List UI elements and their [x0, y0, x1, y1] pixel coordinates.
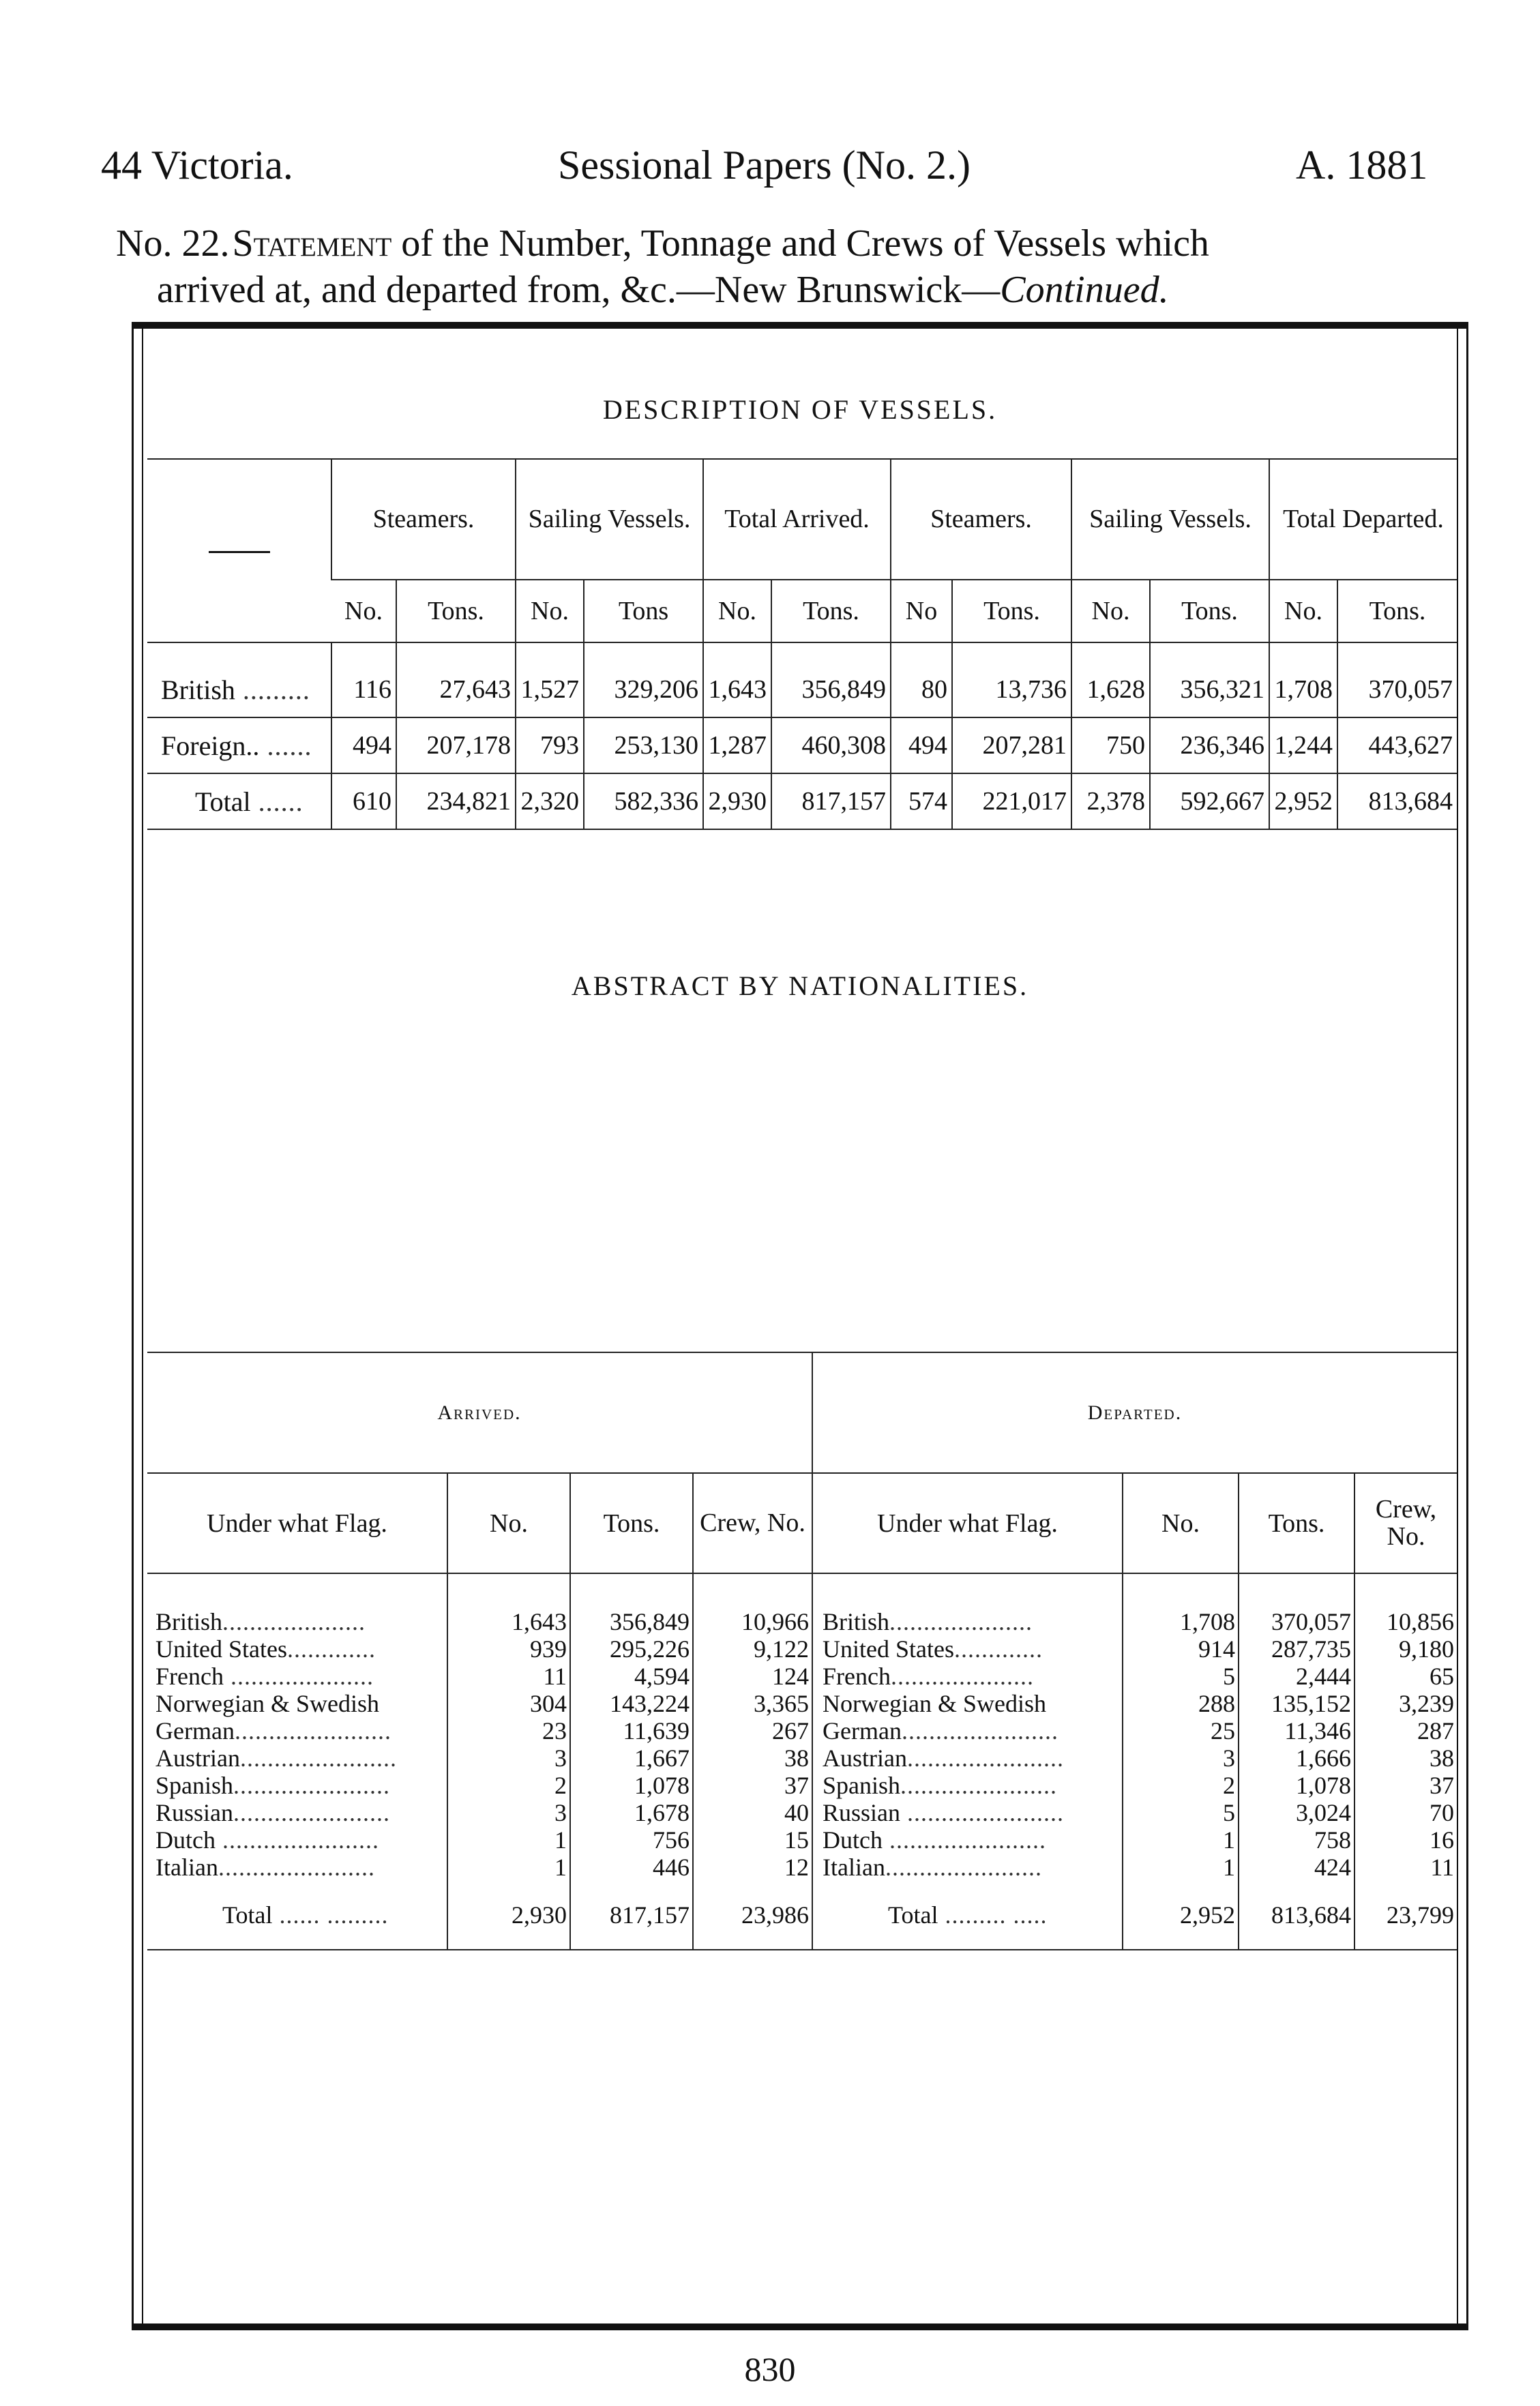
- arrived-crew: 3,365: [693, 1690, 812, 1717]
- arrived-flag: Russian.......................: [156, 1799, 391, 1826]
- departed-flag: Italian.......................: [812, 1854, 1123, 1881]
- row-label: British .........: [147, 642, 331, 717]
- description-subheader-row: [147, 580, 1457, 642]
- table-row: [147, 1826, 1457, 1854]
- cell: 793: [516, 717, 584, 773]
- cell: 116: [331, 642, 396, 717]
- title-line1-rest: of the Number, Tonnage and Crews of Vessels which: [391, 222, 1209, 265]
- group-header: Sailing Vessels.: [516, 459, 703, 580]
- arrived-total-crew: 23,986: [693, 1881, 812, 1950]
- row-label: Total ......: [147, 773, 331, 829]
- departed-crew: 37: [1354, 1772, 1457, 1799]
- arrived-flag: United States.............: [156, 1635, 376, 1663]
- total-row: [147, 1881, 1457, 1950]
- subheader: No.: [331, 580, 396, 642]
- departed-crew: 287: [1354, 1717, 1457, 1744]
- arrived-no: 304: [447, 1690, 570, 1717]
- description-row-label-header: [147, 459, 331, 642]
- arrived-flag: Dutch .......................: [156, 1826, 379, 1854]
- arrived-tons: 295,226: [570, 1635, 693, 1663]
- header-left: 44 Victoria.: [101, 143, 293, 188]
- departed-flag: Dutch .......................: [812, 1826, 1123, 1854]
- table-row: [147, 1663, 1457, 1690]
- title-line-2: [157, 268, 1169, 312]
- cell: 494: [331, 717, 396, 773]
- departed-tons: 3,024: [1239, 1799, 1354, 1826]
- subheader: No.: [1269, 580, 1337, 642]
- departed-no: 1: [1123, 1826, 1239, 1854]
- arrived-flag: Norwegian & Swedish: [156, 1690, 379, 1717]
- cell: 610: [331, 773, 396, 829]
- column-header: Under what Flag.: [147, 1473, 447, 1573]
- group-header: Steamers.: [331, 459, 516, 580]
- cell: 253,130: [584, 717, 703, 773]
- departed-no: 25: [1123, 1717, 1239, 1744]
- abstract-column-header-row: [147, 1473, 1457, 1573]
- column-header: No.: [447, 1473, 570, 1573]
- title-statement: Statement: [232, 222, 392, 265]
- arrived-tons: 4,594: [570, 1663, 693, 1690]
- departed-no: 1,708: [1123, 1573, 1239, 1635]
- header-right: A. 1881: [1296, 143, 1428, 188]
- departed-tons: 287,735: [1239, 1635, 1354, 1663]
- departed-no: 288: [1123, 1690, 1239, 1717]
- arrived-label: Arrived.: [147, 1352, 812, 1473]
- table-row: [147, 717, 1457, 773]
- cell: 1,527: [516, 642, 584, 717]
- departed-tons: 424: [1239, 1854, 1354, 1881]
- table-row: [147, 1717, 1457, 1744]
- departed-crew: 16: [1354, 1826, 1457, 1854]
- subheader: No.: [516, 580, 584, 642]
- departed-no: 3: [1123, 1744, 1239, 1772]
- group-header: Sailing Vessels.: [1071, 459, 1269, 580]
- departed-flag: Spanish.......................: [812, 1772, 1123, 1799]
- arrived-flag: Spanish.......................: [156, 1772, 391, 1799]
- cell: 1,244: [1269, 717, 1337, 773]
- description-group-header-row: [147, 459, 1457, 580]
- description-heading: DESCRIPTION OF VESSELS.: [602, 394, 998, 425]
- cell: 13,736: [952, 642, 1071, 717]
- title-line-1: [116, 222, 1209, 265]
- cell: 2,378: [1071, 773, 1150, 829]
- column-header: Crew, No.: [693, 1473, 812, 1573]
- column-header: Crew, No.: [1354, 1473, 1457, 1573]
- cell: 817,157: [771, 773, 891, 829]
- arrived-crew: 38: [693, 1744, 812, 1772]
- departed-flag: British.....................: [812, 1573, 1123, 1635]
- cell: 750: [1071, 717, 1150, 773]
- cell: 494: [891, 717, 952, 773]
- cell: 574: [891, 773, 952, 829]
- arrived-flag: Italian.......................: [156, 1854, 375, 1881]
- cell: 1,643: [703, 642, 771, 717]
- page-number: 830: [744, 2350, 796, 2388]
- title-line2-main: arrived at, and departed from, &c.—New Brunswick—: [157, 269, 1001, 311]
- frame-inner-right-rule: [1457, 329, 1458, 2323]
- arrived-tons: 1,078: [570, 1772, 693, 1799]
- departed-total-label: Total ......... .....: [812, 1881, 1123, 1950]
- departed-flag: Austrian.......................: [812, 1744, 1123, 1772]
- departed-crew: 70: [1354, 1799, 1457, 1826]
- cell: 592,667: [1150, 773, 1269, 829]
- row-label: Foreign.. ......: [147, 717, 331, 773]
- abstract-table: [147, 1352, 1457, 1950]
- cell: 356,849: [771, 642, 891, 717]
- table-row: [147, 1744, 1457, 1772]
- departed-tons: 1,078: [1239, 1772, 1354, 1799]
- cell: 234,821: [396, 773, 516, 829]
- arrived-no: 3: [447, 1744, 570, 1772]
- table-row: [147, 1772, 1457, 1799]
- arrived-crew: 15: [693, 1826, 812, 1854]
- arrived-no: 1,643: [447, 1573, 570, 1635]
- subheader: Tons.: [952, 580, 1071, 642]
- cell: 356,321: [1150, 642, 1269, 717]
- arrived-crew: 10,966: [693, 1573, 812, 1635]
- header-center: Sessional Papers (No. 2.): [558, 143, 971, 188]
- subheader: Tons.: [396, 580, 516, 642]
- cell: 236,346: [1150, 717, 1269, 773]
- title-line2-italic: Continued.: [1000, 269, 1169, 311]
- departed-flag: German.......................: [812, 1717, 1123, 1744]
- departed-tons: 135,152: [1239, 1690, 1354, 1717]
- arrived-flag: German.......................: [156, 1717, 391, 1744]
- subheader: Tons.: [771, 580, 891, 642]
- arrived-no: 23: [447, 1717, 570, 1744]
- description-table: [147, 458, 1457, 830]
- column-header: Tons.: [1239, 1473, 1354, 1573]
- cell: 1,287: [703, 717, 771, 773]
- arrived-crew: 124: [693, 1663, 812, 1690]
- table-row: [147, 773, 1457, 829]
- table-frame: [132, 322, 1468, 2330]
- table-row: [147, 1690, 1457, 1717]
- abstract-side-header-row: [147, 1352, 1457, 1473]
- departed-total-tons: 813,684: [1239, 1881, 1354, 1950]
- departed-tons: 2,444: [1239, 1663, 1354, 1690]
- arrived-tons: 1,678: [570, 1799, 693, 1826]
- table-row: [147, 1635, 1457, 1663]
- cell: 221,017: [952, 773, 1071, 829]
- departed-crew: 9,180: [1354, 1635, 1457, 1663]
- cell: 460,308: [771, 717, 891, 773]
- departed-crew: 65: [1354, 1663, 1457, 1690]
- table-row: [147, 1799, 1457, 1826]
- departed-tons: 11,346: [1239, 1717, 1354, 1744]
- table-row: [147, 642, 1457, 717]
- departed-crew: 3,239: [1354, 1690, 1457, 1717]
- arrived-tons: 446: [570, 1854, 693, 1881]
- arrived-no: 3: [447, 1799, 570, 1826]
- cell: 2,930: [703, 773, 771, 829]
- cell: 1,708: [1269, 642, 1337, 717]
- arrived-crew: 40: [693, 1799, 812, 1826]
- cell: 2,952: [1269, 773, 1337, 829]
- arrived-crew: 12: [693, 1854, 812, 1881]
- arrived-no: 2: [447, 1772, 570, 1799]
- group-header: Steamers.: [891, 459, 1071, 580]
- cell: 207,281: [952, 717, 1071, 773]
- arrived-no: 1: [447, 1826, 570, 1854]
- departed-tons: 758: [1239, 1826, 1354, 1854]
- dash-mark: [209, 551, 270, 553]
- subheader: Tons.: [1337, 580, 1457, 642]
- departed-tons: 1,666: [1239, 1744, 1354, 1772]
- departed-no: 2: [1123, 1772, 1239, 1799]
- subheader: Tons: [584, 580, 703, 642]
- cell: 370,057: [1337, 642, 1457, 717]
- arrived-tons: 756: [570, 1826, 693, 1854]
- column-header: Under what Flag.: [812, 1473, 1123, 1573]
- arrived-total-tons: 817,157: [570, 1881, 693, 1950]
- subheader: Tons.: [1150, 580, 1269, 642]
- departed-crew: 38: [1354, 1744, 1457, 1772]
- departed-flag: Norwegian & Swedish: [812, 1690, 1123, 1717]
- abstract-heading: ABSTRACT BY NATIONALITIES.: [571, 970, 1029, 1001]
- departed-tons: 370,057: [1239, 1573, 1354, 1635]
- arrived-no: 939: [447, 1635, 570, 1663]
- column-header: Tons.: [570, 1473, 693, 1573]
- arrived-no: 11: [447, 1663, 570, 1690]
- arrived-flag: British.....................: [156, 1608, 366, 1635]
- group-header: Total Arrived.: [703, 459, 891, 580]
- column-header: No.: [1123, 1473, 1239, 1573]
- table-row: [147, 1854, 1457, 1881]
- arrived-total-label: Total ...... .........: [147, 1881, 447, 1950]
- cell: 813,684: [1337, 773, 1457, 829]
- departed-no: 914: [1123, 1635, 1239, 1663]
- departed-crew: 11: [1354, 1854, 1457, 1881]
- cell: 27,643: [396, 642, 516, 717]
- arrived-tons: 1,667: [570, 1744, 693, 1772]
- arrived-crew: 9,122: [693, 1635, 812, 1663]
- departed-flag: Russian .......................: [812, 1799, 1123, 1826]
- cell: 80: [891, 642, 952, 717]
- arrived-crew: 37: [693, 1772, 812, 1799]
- departed-flag: United States.............: [812, 1635, 1123, 1663]
- cell: 1,628: [1071, 642, 1150, 717]
- arrived-total-no: 2,930: [447, 1881, 570, 1950]
- table-row: [147, 1573, 1457, 1635]
- departed-total-crew: 23,799: [1354, 1881, 1457, 1950]
- departed-label: Departed.: [812, 1352, 1457, 1473]
- departed-crew: 10,856: [1354, 1573, 1457, 1635]
- arrived-flag: Austrian.......................: [156, 1744, 397, 1772]
- subheader: No: [891, 580, 952, 642]
- cell: 207,178: [396, 717, 516, 773]
- departed-no: 1: [1123, 1854, 1239, 1881]
- departed-flag: French.....................: [812, 1663, 1123, 1690]
- cell: 582,336: [584, 773, 703, 829]
- arrived-tons: 11,639: [570, 1717, 693, 1744]
- group-header: Total Departed.: [1269, 459, 1457, 580]
- arrived-tons: 356,849: [570, 1573, 693, 1635]
- departed-no: 5: [1123, 1663, 1239, 1690]
- cell: 329,206: [584, 642, 703, 717]
- cell: 2,320: [516, 773, 584, 829]
- departed-no: 5: [1123, 1799, 1239, 1826]
- subheader: No.: [1071, 580, 1150, 642]
- title-number: No. 22.: [116, 222, 230, 265]
- arrived-tons: 143,224: [570, 1690, 693, 1717]
- cell: 443,627: [1337, 717, 1457, 773]
- frame-inner-left-rule: [142, 329, 143, 2323]
- arrived-flag: French .....................: [156, 1663, 374, 1690]
- subheader: No.: [703, 580, 771, 642]
- arrived-crew: 267: [693, 1717, 812, 1744]
- departed-total-no: 2,952: [1123, 1881, 1239, 1950]
- arrived-no: 1: [447, 1854, 570, 1881]
